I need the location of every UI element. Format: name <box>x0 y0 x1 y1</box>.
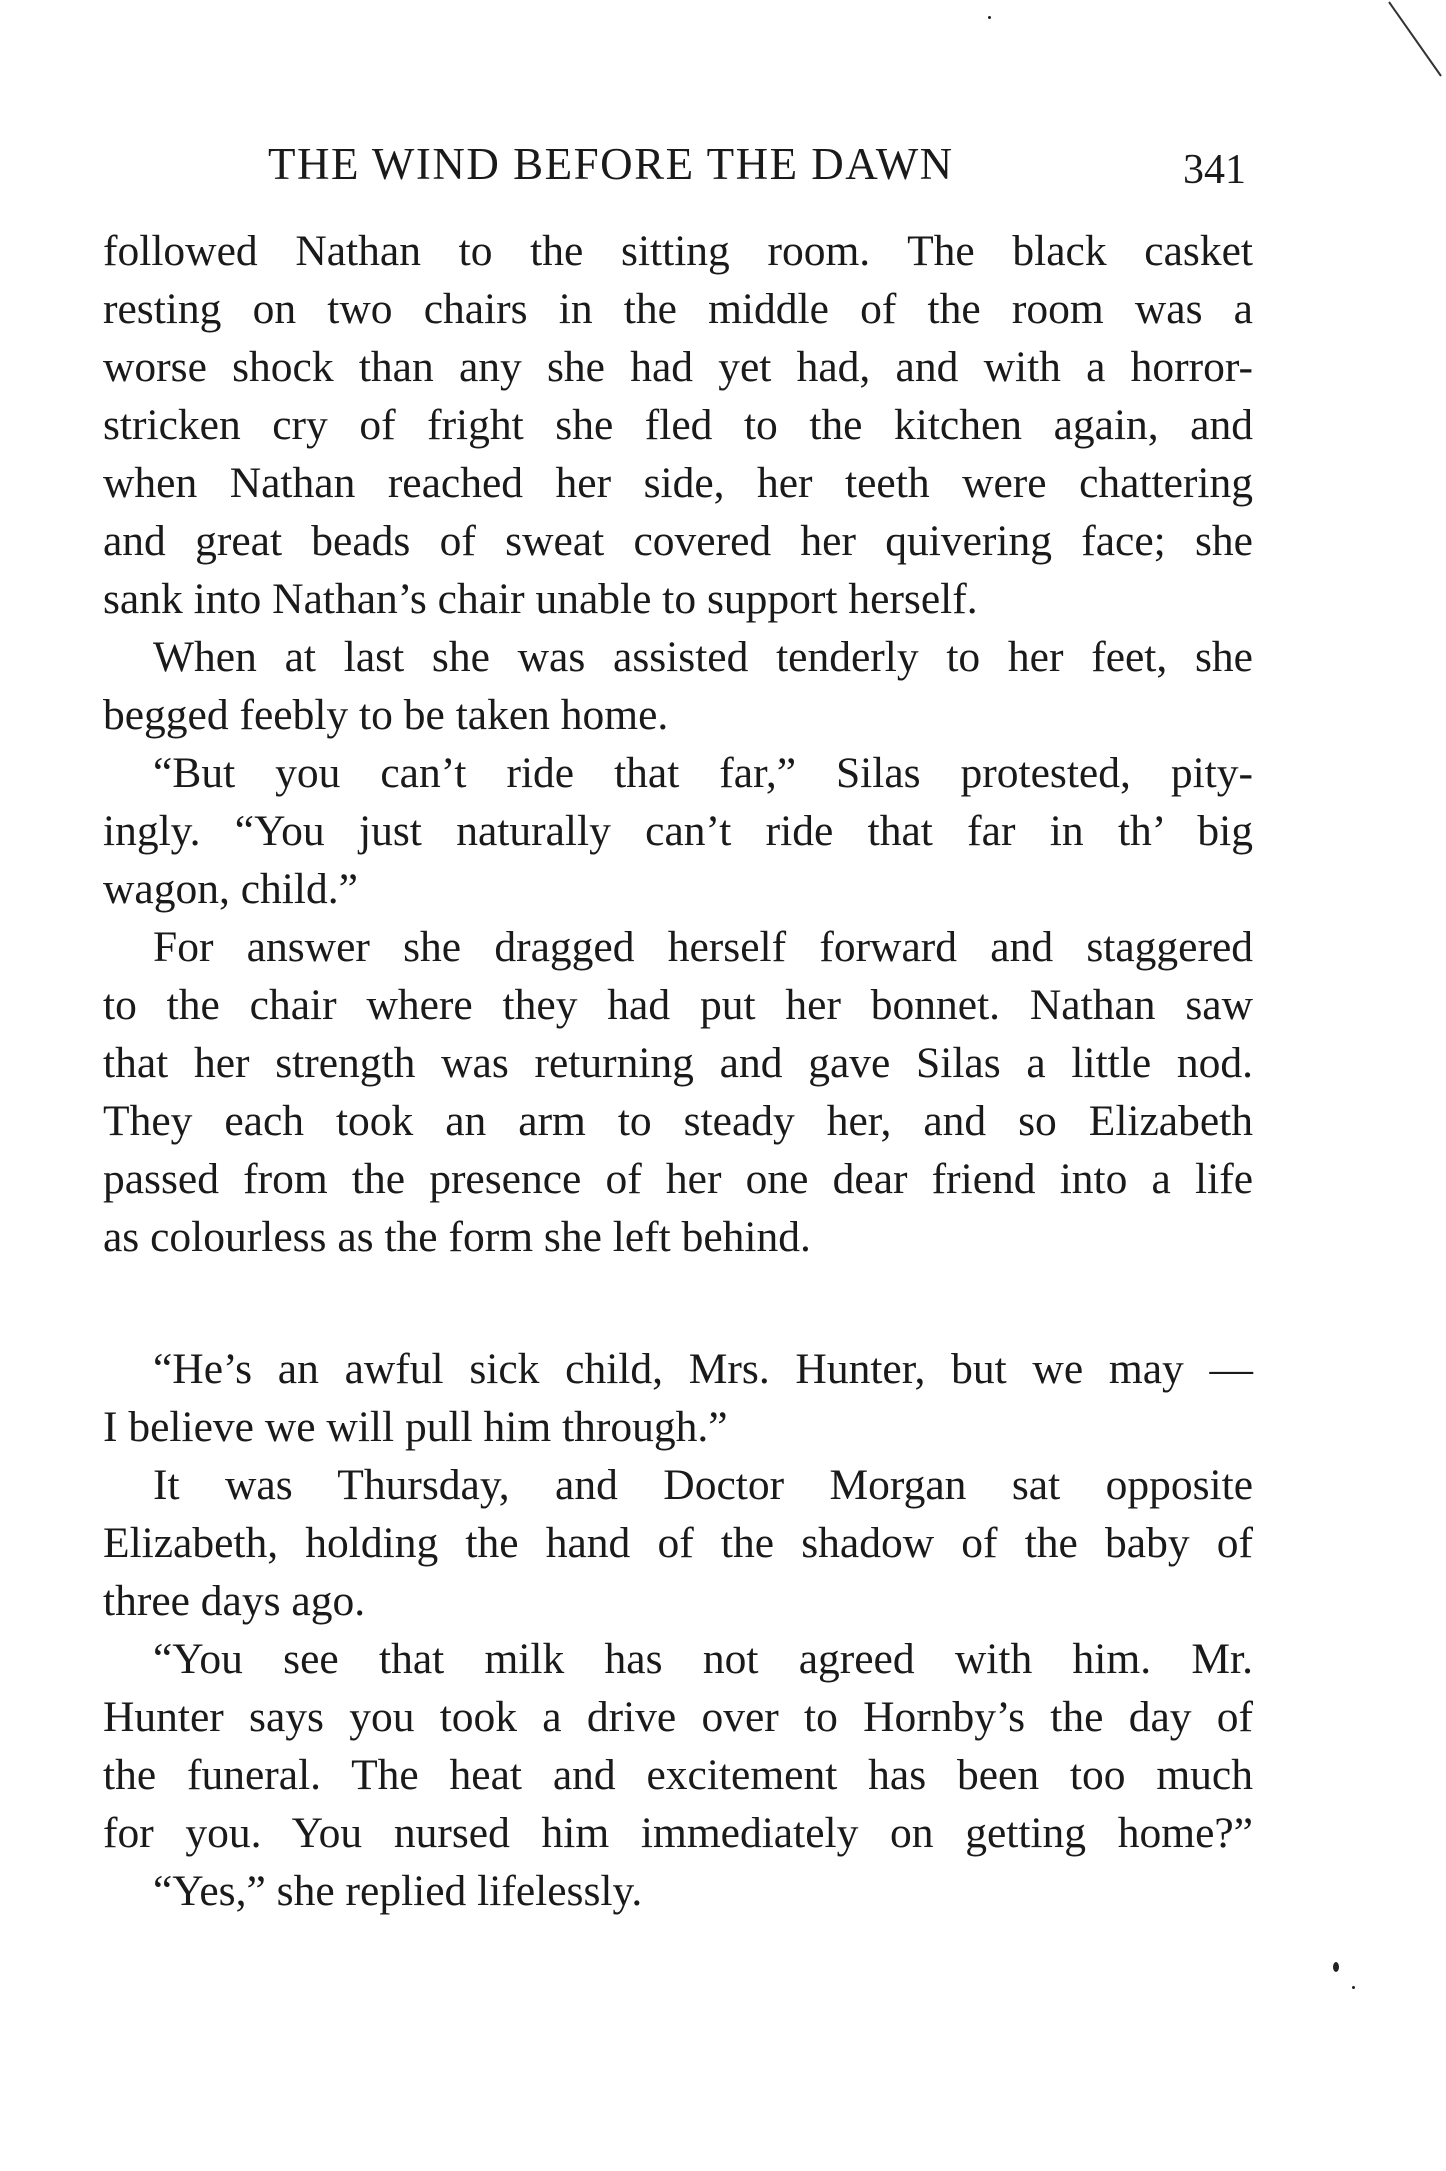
text-line: It was Thursday, and Doctor Morgan sat opposite <box>153 1461 1253 1509</box>
text-line: to the chair where they had put her bonnet. Nathan saw <box>103 981 1253 1029</box>
text-line: when Nathan reached her side, her teeth were chattering <box>103 459 1253 507</box>
text-line: Elizabeth, holding the hand of the shadow of the baby of <box>103 1519 1253 1567</box>
text-line: worse shock than any she had yet had, and with a horror- <box>103 343 1253 391</box>
body-text <box>103 222 1253 1920</box>
text-line: sank into Nathan’s chair unable to support herself. <box>103 575 978 623</box>
text-line: wagon, child.” <box>103 865 358 913</box>
text-line: for you. You nursed him immediately on getting home?” <box>103 1809 1253 1857</box>
text-line: resting on two chairs in the middle of the room was a <box>103 285 1253 333</box>
text-line: “Yes,” she replied lifelessly. <box>153 1867 643 1915</box>
page-header <box>268 138 1258 198</box>
text-line: ingly. “You just naturally can’t ride that far in th’ big <box>103 807 1253 855</box>
text-line: When at last she was assisted tenderly to her feet, she <box>153 633 1253 681</box>
ink-speck <box>988 16 991 19</box>
text-line: three days ago. <box>103 1577 366 1625</box>
text-line: “But you can’t ride that far,” Silas protested, pity- <box>153 749 1253 797</box>
text-line: “He’s an awful sick child, Mrs. Hunter, but we may — <box>153 1345 1253 1393</box>
text-line: followed Nathan to the sitting room. The black casket <box>103 227 1253 275</box>
page-corner-mark <box>1385 0 1446 80</box>
ink-speck <box>1352 1986 1355 1989</box>
text-line: passed from the presence of her one dear friend into a life <box>103 1155 1253 1203</box>
section-break <box>103 1266 1253 1340</box>
text-line: They each took an arm to steady her, and so Elizabeth <box>103 1097 1253 1145</box>
text-line: I believe we will pull him through.” <box>103 1403 728 1451</box>
running-title: THE WIND BEFORE THE DAWN <box>268 139 954 189</box>
page-number: 341 <box>1183 147 1246 193</box>
text-line: For answer she dragged herself forward and staggered <box>153 923 1253 971</box>
text-line: as colourless as the form she left behind. <box>103 1213 811 1261</box>
text-line: “You see that milk has not agreed with him. Mr. <box>153 1635 1253 1683</box>
text-line: Hunter says you took a drive over to Hornby’s the day of <box>103 1693 1253 1741</box>
text-line: and great beads of sweat covered her quivering face; she <box>103 517 1253 565</box>
text-line: that her strength was returning and gave Silas a little nod. <box>103 1039 1253 1087</box>
text-line: the funeral. The heat and excitement has been too much <box>103 1751 1253 1799</box>
text-line: stricken cry of fright she fled to the kitchen again, and <box>103 401 1253 449</box>
text-line: begged feebly to be taken home. <box>103 691 669 739</box>
ink-speck <box>1333 1962 1339 1972</box>
